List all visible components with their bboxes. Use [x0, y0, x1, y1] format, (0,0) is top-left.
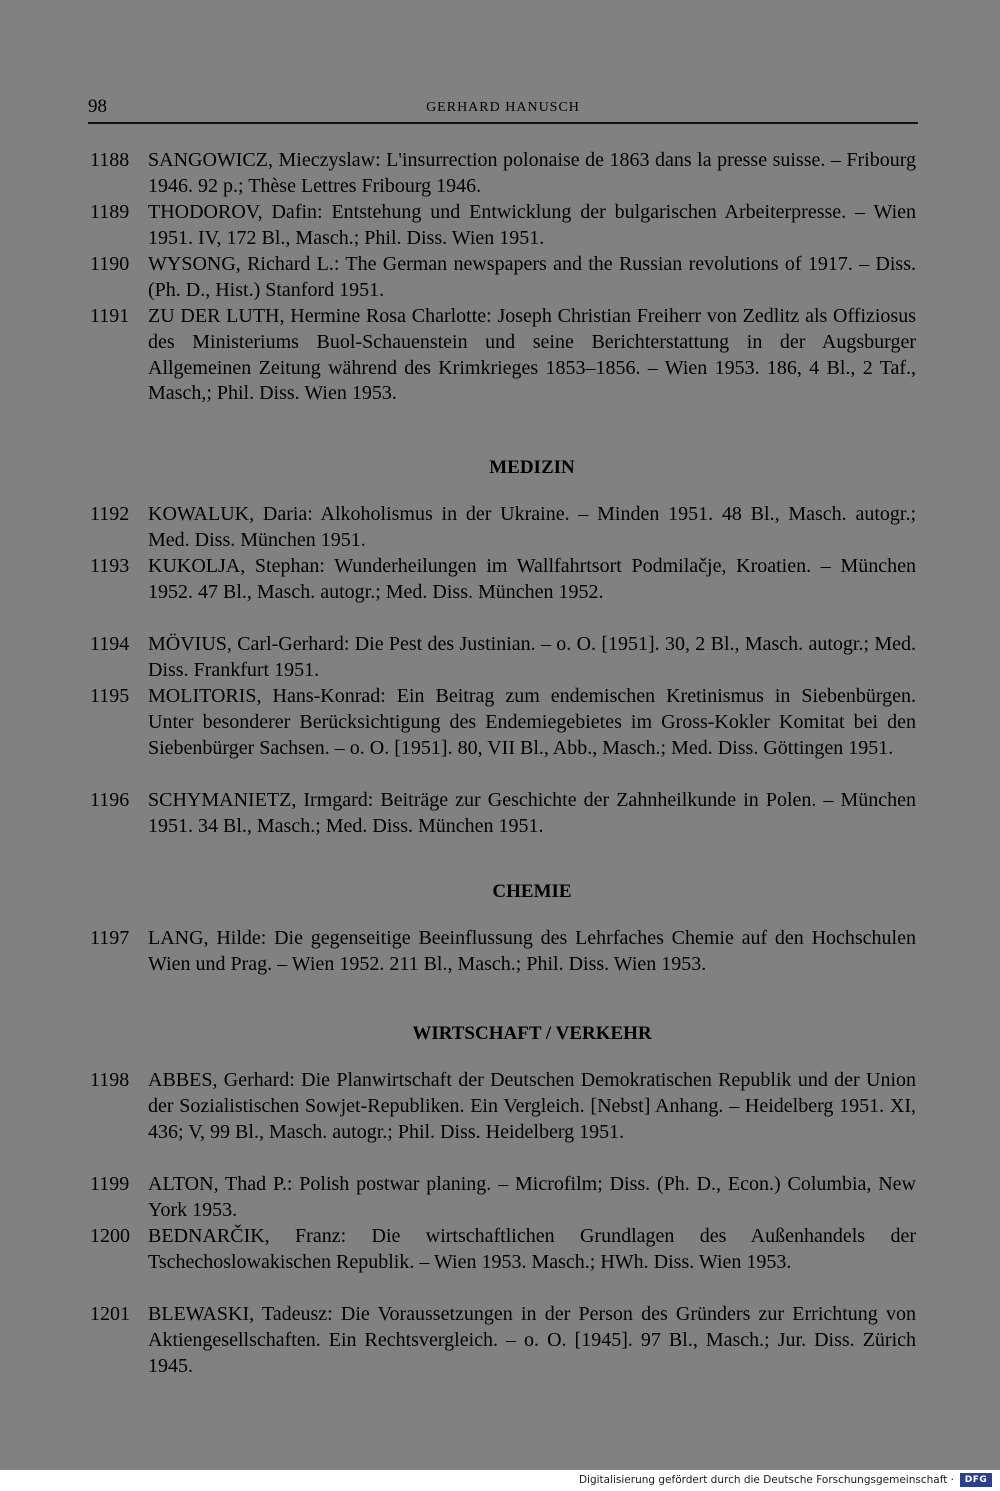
bibliography-entry-1189	[88, 200, 916, 252]
entry-text: SANGOWICZ, Mieczyslaw: L'insurrection polonaise de 1863 dans la presse suisse. – Fribourg 1946. 92 p.; Thèse Lettres Fribourg 1946.	[148, 149, 916, 197]
entry-text: ABBES, Gerhard: Die Planwirtschaft der Deutschen Demokratischen Republik und der Union der Sozialistischen Sowjet-Republiken. Ein Vergleich. [Nebst] Anhang. – Heidelberg 1951. XI, 436; V, 99 Bl., Masch. autogr.; Phil. Diss. Heidelberg 1951.	[148, 1069, 916, 1143]
dfg-logo-icon: DFG	[960, 1473, 992, 1487]
entry-text: BLEWASKI, Tadeusz: Die Voraussetzungen in der Person des Gründers zur Errichtung von Aktiengesellschaften. Ein Rechtsvergleich. – o. O. [1945]. 97 Bl., Masch.; Jur. Diss. Zürich 1945.	[148, 1303, 916, 1377]
entry-number: 1195	[90, 685, 130, 707]
page-number: 98	[88, 96, 107, 117]
page-header	[88, 96, 918, 124]
funding-notice: Digitalisierung gefördert durch die Deutsche Forschungsgemeinschaft ·	[578, 1474, 954, 1486]
entry-number: 1194	[90, 633, 130, 655]
entry-number: 1189	[90, 201, 130, 223]
entry-number: 1191	[90, 305, 130, 327]
bibliography-entry-1194	[88, 632, 916, 684]
entry-number: 1199	[90, 1173, 130, 1195]
bibliography-entry-1201	[88, 1302, 916, 1380]
entry-text: MOLITORIS, Hans-Konrad: Ein Beitrag zum endemischen Kretinismus in Siebenbürgen. Unter besonderer Berücksichtigung des Endemiegebietes im Gross-Kokler Komitat bei den Siebenbürger Sachsen. – o. O. [1951]. 80, VII Bl., Abb., Masch.; Med. Diss. Göttingen 1951.	[148, 685, 916, 759]
entry-text: WYSONG, Richard L.: The German newspapers and the Russian revolutions of 1917. – Diss. (Ph. D., Hist.) Stanford 1951.	[148, 253, 916, 301]
entry-number: 1197	[90, 927, 130, 949]
entry-number: 1188	[90, 149, 130, 171]
bibliography-entry-1199	[88, 1172, 916, 1224]
bibliography-entry-1193	[88, 554, 916, 632]
entry-text: BEDNARČIK, Franz: Die wirtschaftlichen Grundlagen des Außenhandels der Tschechoslowakischen Republik. – Wien 1953. Masch.; HWh. Diss. Wien 1953.	[148, 1225, 916, 1273]
bibliography-entry-1198	[88, 1068, 916, 1172]
entry-number: 1196	[90, 789, 130, 811]
bibliography-entry-1200	[88, 1224, 916, 1302]
bibliography-entry-1188	[88, 148, 916, 200]
entry-number: 1201	[90, 1303, 130, 1325]
entry-text: THODOROV, Dafin: Entstehung und Entwicklung der bulgarischen Arbeiterpresse. – Wien 1951. IV, 172 Bl., Masch.; Phil. Diss. Wien 1951.	[148, 201, 916, 249]
entry-text: ZU DER LUTH, Hermine Rosa Charlotte: Joseph Christian Freiherr von Zedlitz als Offiziosus des Ministeriums Buol-Schauenstein und seine Berichterstattung in der Augsburger Allgemeinen Zeitung während des Krimkrieges 1853–1856. – Wien 1953. 186, 4 Bl., 2 Taf., Masch,; Phil. Diss. Wien 1953.	[148, 305, 916, 405]
bibliography-content	[88, 148, 916, 1380]
entry-text: LANG, Hilde: Die gegenseitige Beeinflussung des Lehrfaches Chemie auf den Hochschulen Wien und Prag. – Wien 1952. 211 Bl., Masch.; Phil. Diss. Wien 1953.	[148, 927, 916, 975]
entry-text: MÖVIUS, Carl-Gerhard: Die Pest des Justinian. – o. O. [1951]. 30, 2 Bl., Masch. autogr.; Med. Diss. Frankfurt 1951.	[148, 633, 916, 681]
bibliography-entry-1197	[88, 926, 916, 1004]
digitization-footer	[0, 1470, 1000, 1491]
entry-text: KOWALUK, Daria: Alkoholismus in der Ukraine. – Minden 1951. 48 Bl., Masch. autogr.; Med. Diss. München 1951.	[148, 503, 916, 551]
bibliography-entry-1192	[88, 502, 916, 554]
entry-number: 1200	[90, 1225, 130, 1247]
entry-number: 1190	[90, 253, 130, 275]
running-head: GERHARD HANUSCH	[426, 100, 580, 115]
section-heading-chemie: CHEMIE	[492, 881, 572, 902]
section-heading-wirtschaft-verkehr: WIRTSCHAFT / VERKEHR	[412, 1023, 652, 1044]
section-heading-medizin: MEDIZIN	[489, 457, 575, 478]
bibliography-entry-1191	[88, 304, 916, 434]
bibliography-entry-1196	[88, 788, 916, 840]
entry-number: 1192	[90, 503, 130, 525]
entry-number: 1193	[90, 555, 130, 577]
entry-number: 1198	[90, 1069, 130, 1091]
entry-text: ALTON, Thad P.: Polish postwar planing. – Microfilm; Diss. (Ph. D., Econ.) Columbia, New York 1953.	[148, 1173, 916, 1221]
entry-text: SCHYMANIETZ, Irmgard: Beiträge zur Geschichte der Zahnheilkunde in Polen. – München 1951. 34 Bl., Masch.; Med. Diss. München 1951.	[148, 789, 916, 837]
bibliography-entry-1195	[88, 684, 916, 788]
bibliography-entry-1190	[88, 252, 916, 304]
entry-text: KUKOLJA, Stephan: Wunderheilungen im Wallfahrtsort Podmilačje, Kroatien. – München 1952. 47 Bl., Masch. autogr.; Med. Diss. München 1952.	[148, 555, 916, 603]
